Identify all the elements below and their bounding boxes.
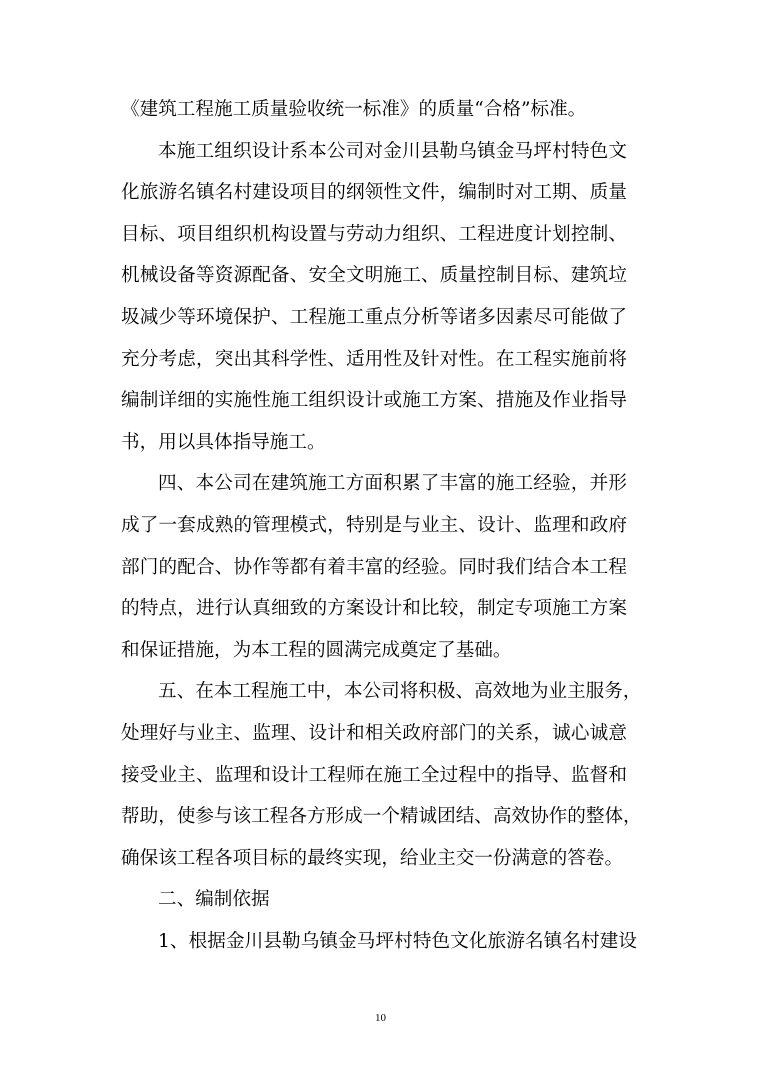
text-line: 接受业主、监理和设计工程师在施工全过程中的指导、监督和	[121, 764, 627, 786]
text-line: 书，用以具体指导施工。	[121, 431, 326, 453]
paragraph-start-line: 1、根据金川县勒乌镇金马坪村特色文化旅游名镇名村建设	[158, 930, 637, 952]
paragraph-start-line: 四、本公司在建筑施工方面积累了丰富的施工经验，并形	[158, 473, 627, 495]
text-line: 编制详细的实施性施工组织设计或施工方案、措施及作业指导	[121, 390, 627, 412]
text-line: 和保证措施，为本工程的圆满完成奠定了基础。	[121, 639, 512, 661]
text-line: 的特点，进行认真细致的方案设计和比较，制定专项施工方案	[121, 598, 627, 620]
paragraph-start-line: 五、在本工程施工中，本公司将积极、高效地为业主服务，	[158, 681, 642, 703]
text-line: 化旅游名镇名村建设项目的纲领性文件，编制时对工期、质量	[121, 182, 627, 204]
text-line: 确保该工程各项目标的最终实现，给业主交一份满意的答卷。	[121, 847, 624, 869]
page-number: 10	[375, 1012, 386, 1024]
text-line: 处理好与业主、监理、设计和相关政府部门的关系，诚心诚意	[121, 722, 627, 744]
section-heading: 二、编制依据	[158, 889, 270, 911]
text-line: 充分考虑，突出其科学性、适用性及针对性。在工程实施前将	[121, 348, 627, 370]
text-line: 帮助，使参与该工程各方形成一个精诚团结、高效协作的整体，	[121, 806, 642, 828]
body-text	[121, 89, 642, 962]
text-line: 《建筑工程施工质量验收统一标准》的质量“合格”标准。	[121, 99, 587, 120]
paragraph-start-line: 本施工组织设计系本公司对金川县勒乌镇金马坪村特色文	[158, 140, 627, 162]
text-line: 成了一套成熟的管理模式，特别是与业主、设计、监理和政府	[121, 514, 627, 536]
text-line: 机械设备等资源配备、安全文明施工、质量控制目标、建筑垃	[121, 265, 627, 287]
text-line: 圾减少等环境保护、工程施工重点分析等诸多因素尽可能做了	[121, 306, 627, 328]
text-line: 目标、项目组织机构设置与劳动力组织、工程进度计划控制、	[121, 223, 627, 245]
text-line: 部门的配合、协作等都有着丰富的经验。同时我们结合本工程	[121, 556, 627, 578]
